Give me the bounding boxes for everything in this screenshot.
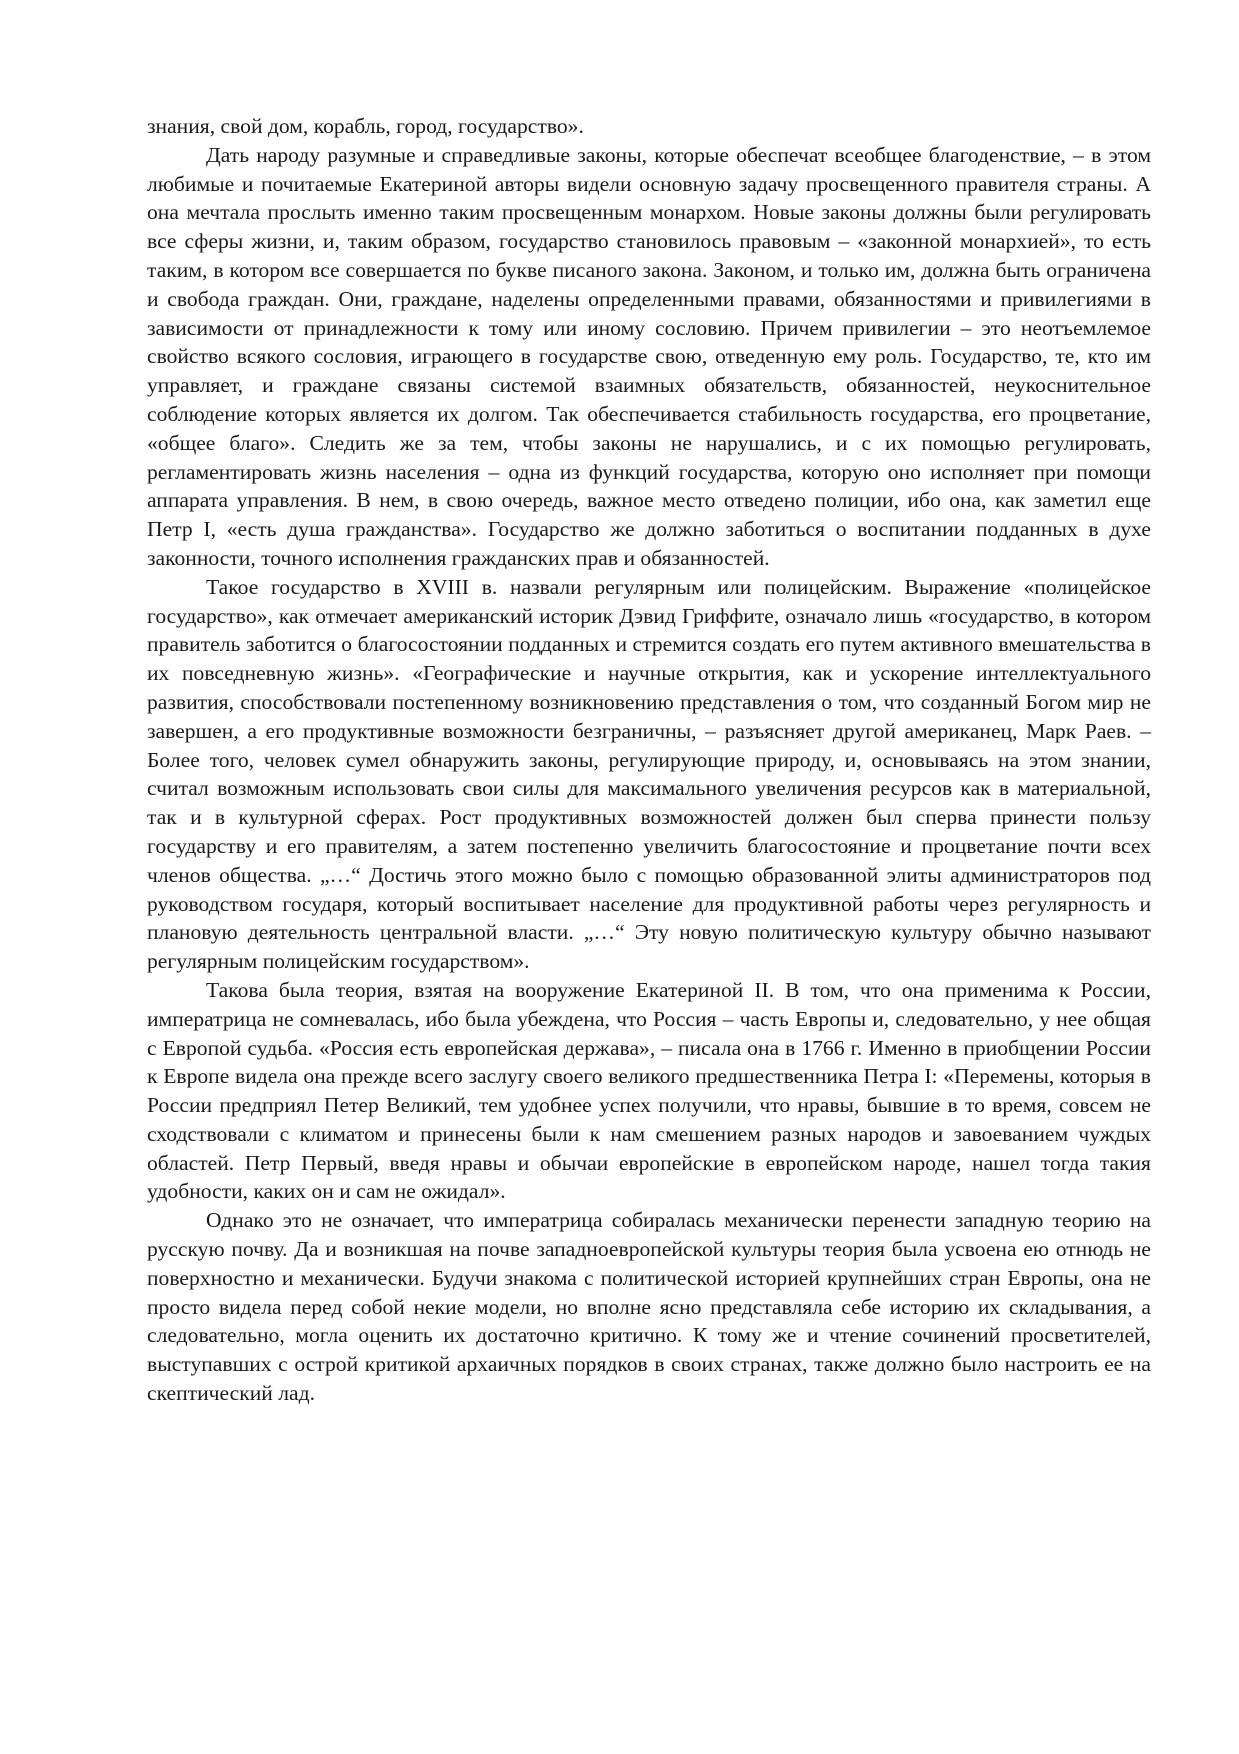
- paragraph-continuation: знания, свой дом, корабль, город, государство».: [147, 114, 584, 138]
- paragraph-theory-russia: Такова была теория, взятая на вооружение Екатериной II. В том, что она применима к России, императрица не сомневалась, ибо была убеждена, что Россия – часть Европы и, следовательно, у нее общая с Европой судьба. «Россия есть европейская держава», – писала она в 1766 г. Именно в приобщении России к Европе видела она прежде всего заслугу своего великого предшественника Петра I: «Перемены, которыя в России предприял Петер Великий, тем удобнее успех получили, что нравы, бывшие в то время, совсем не сходствовали с климатом и принесены были к нам смешением разных народов и завоеванием чуждых областей. Петр Первый, введя нравы и обычаи европейские в европейском народе, нашел тогда такия удобности, каких он и сам не ожидал».: [147, 977, 1151, 1204]
- paragraph-police-state: Такое государство в XVIII в. назвали регулярным или полицейским. Выражение «полицейское государство», как отмечает американский историк Дэвид Гриффите, означало лишь «государство, в котором правитель заботится о благосостоянии подданных и стремится создать его путем активного вмешательства в их повседневную жизнь». «Географические и научные открытия, как и ускорение интеллектуального развития, способствовали постепенному возникновению представления о том, что созданный Богом мир не завершен, а его продуктивные возможности безграничны, – разъясняет другой американец, Марк Раев. – Более того, человек сумел обнаружить законы, регулирующие природу, и, основываясь на этом знании, считал возможным использовать свои силы для максимального увеличения ресурсов как в материальной, так и в культурной сферах. Рост продуктивных возможностей должен был сперва принести пользу государству и его правителям, а затем постепенно увеличить благосостояние и процветание почти всех членов общества. „…“ Достичь этого можно было с помощью образованной элиты администраторов под руководством государя, который воспитывает население для продуктивной работы через регулярность и плановую деятельность центральной власти. „…“ Эту новую политическую культуру обычно называют регулярным полицейским государством».: [147, 574, 1151, 974]
- paragraph-laws: Дать народу разумные и справедливые законы, которые обеспечат всеобщее благоденствие, – в этом любимые и почитаемые Екатериной авторы видели основную задачу просвещенного правителя страны. А она мечтала прослыть именно таким просвещенным монархом. Новые законы должны были регулировать все сферы жизни, и, таким образом, государство становилось правовым – «законной монархией», то есть таким, в котором все совершается по букве писаного закона. Законом, и только им, должна быть ограничена и свобода граждан. Они, граждане, наделены определенными правами, обязанностями и привилегиями в зависимости от принадлежности к тому или иному сословию. Причем привилегии – это неотъемлемое свойство всякого сословия, играющего в государстве свою, отведенную ему роль. Государство, те, кто им управляет, и граждане связаны системой взаимных обязательств, обязанностей, неукоснительное соблюдение которых является их долгом. Так обеспечивается стабильность государства, его процветание, «общее благо». Следить же за тем, чтобы законы не нарушались, и с их помощью регулировать, регламентировать жизнь населения – одна из функций государства, которую оно исполняет при помощи аппарата управления. В нем, в свою очередь, важное место отведено полиции, ибо она, как заметил еще Петр I, «есть душа гражданства». Государство же должно заботиться о воспитании подданных в духе законности, точного исполнения гражданских прав и обязанностей.: [147, 142, 1151, 570]
- paragraph-critical-view: Однако это не означает, что императрица собиралась механически перенести западную теорию на русскую почву. Да и возникшая на почве западноевропейской культуры теория была усвоена ею отнюдь не поверхностно и механически. Будучи знакома с политической историей крупнейших стран Европы, она не просто видела перед собой некие модели, но вполне ясно представляла себе историю их складывания, а следовательно, могла оценить их достаточно критично. К тому же и чтение сочинений просветителей, выступавших с острой критикой архаичных порядков в своих странах, также должно было настроить ее на скептический лад.: [147, 1208, 1151, 1406]
- document-page: [147, 112, 1151, 1408]
